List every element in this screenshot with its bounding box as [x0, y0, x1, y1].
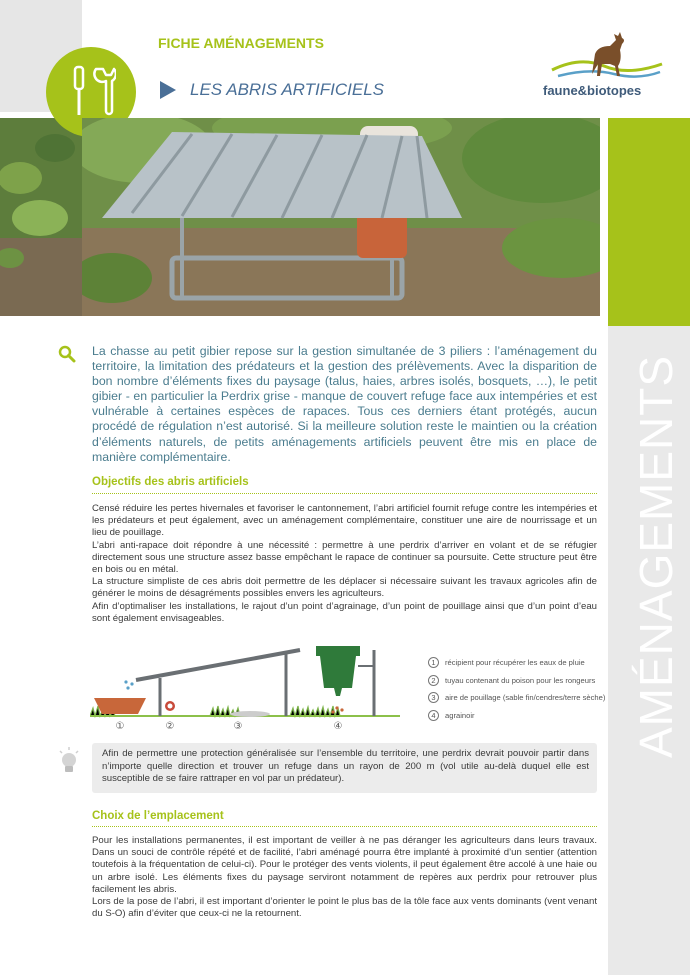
legend-number: 4	[428, 710, 439, 721]
tip-box: Afin de permettre une protection généralisée sur l’ensemble du territoire, une perdrix devrait pouvoir partir dans n’importe quelle direction et trouver un refuge dans un rayon de 200 m (vol utile au-delà duquel elle est susceptible de se faire rattraper en vol par un prédateur).	[92, 743, 597, 793]
legend-item	[428, 672, 608, 690]
accent-bar	[608, 118, 690, 326]
category-label: FICHE AMÉNAGEMENTS	[158, 35, 324, 51]
diagram-legend	[428, 654, 608, 724]
location-text	[92, 835, 597, 920]
paragraph: Lors de la pose de l’abri, il est important d’orienter le point le plus bas de la tôle face aux vents dominants (vent venant du S-O) afin d’éviter que ceux-ci ne la retournent.	[92, 896, 597, 920]
paragraph: Censé réduire les pertes hivernales et favoriser le cantonnement, l’abri artificiel fournit refuge contre les intempéries et les prédateurs et peut également, avec un aménagement complémentaire, constituer une aire de nourrissage et un lieu de pouillage.	[92, 503, 597, 539]
legend-text: récipient pour récupérer les eaux de pluie	[445, 658, 585, 668]
side-banner-text: AMÉNAGEMENTS	[630, 354, 682, 758]
legend-number: 1	[428, 657, 439, 668]
legend-number: 2	[428, 675, 439, 686]
section-divider	[92, 826, 597, 827]
section-title-objectives: Objectifs des abris artificiels	[92, 476, 249, 488]
legend-item	[428, 654, 608, 672]
diagram-label-2: ②	[165, 721, 175, 732]
objectives-text	[92, 503, 597, 625]
tools-icon	[66, 65, 116, 119]
photo-left-strip	[0, 118, 82, 316]
search-icon	[58, 345, 76, 363]
shelter-diagram	[90, 640, 420, 735]
section-divider	[92, 493, 597, 494]
legend-number: 3	[428, 692, 439, 703]
legend-item	[428, 689, 608, 707]
play-triangle-icon	[160, 81, 176, 99]
lightbulb-icon	[58, 747, 80, 775]
paragraph: La structure simpliste de ces abris doit permettre de les déplacer si nécessaire suivant les travaux agricoles afin de générer le moins de désagréments possibles envers les agriculteurs.	[92, 576, 597, 600]
legend-text: agrainoir	[445, 710, 475, 720]
legend-item	[428, 707, 608, 725]
legend-text: aire de pouillage (sable fin/cendres/terre sèche)	[445, 693, 606, 703]
diagram-label-4: ④	[333, 721, 343, 732]
page-title-text: LES ABRIS ARTIFICIELS	[190, 80, 384, 99]
paragraph: L’abri anti-rapace doit répondre à une nécessité : permettre à une perdrix d’arriver en volant et de se réfugier directement sous une structure assez basse empêchant le rapace de continuer sa poursuite. Cette structure peut être en bois ou en métal.	[92, 539, 597, 576]
brand-name: faune&biotopes	[543, 83, 642, 98]
paragraph: Pour les installations permanentes, il est important de veiller à ne pas déranger les agriculteurs dans leurs travaux. Dans un souci de contrôle répété et de facilité, l’abri aménagé pourra être implanté à proximité d’un sentier (attention toutefois à la fréquentation de celui-ci). Pour le protéger des vents violents, il peut également être accolé à une haie ou un arbre isolé. Les éléments fixes du paysage serviront notamment de repères aux perdrix pour retrouver plus facilement les abris.	[92, 835, 597, 895]
page-title	[160, 80, 384, 100]
intro-paragraph: La chasse au petit gibier repose sur la gestion simultanée de 3 piliers : l’aménagement du territoire, la limitation des prédateurs et la gestion des prélèvements. Avec la disparition de bon nombre d’éléments fixes du paysage (talus, haies, arbres isolés, bosquets, …), le petit gibier - en particulier la Perdrix grise - manque de couvert refuge face aux intempéries et est vulnérable à certaines espèces de rapaces. Tous ces derniers étant protégés, aucun procédé de régulation n’est autorisé. Si la meilleure solution reste le maintien ou la création d’éléments naturels, de petits aménagements artificiels peuvent être mis en place de manière complémentaire.	[92, 344, 597, 464]
paragraph: Afin d’optimaliser les installations, le rajout d’un point d’agrainage, d’un point de pouillage ainsi que d’un point d’eau sont également envisageables.	[92, 600, 597, 624]
shelter-photo	[82, 118, 600, 316]
diagram-label-1: ①	[115, 721, 125, 732]
diagram-label-3: ③	[233, 721, 243, 732]
legend-text: tuyau contenant du poison pour les rongeurs	[445, 675, 596, 685]
side-banner	[608, 326, 690, 975]
section-title-location: Choix de l’emplacement	[92, 810, 224, 822]
